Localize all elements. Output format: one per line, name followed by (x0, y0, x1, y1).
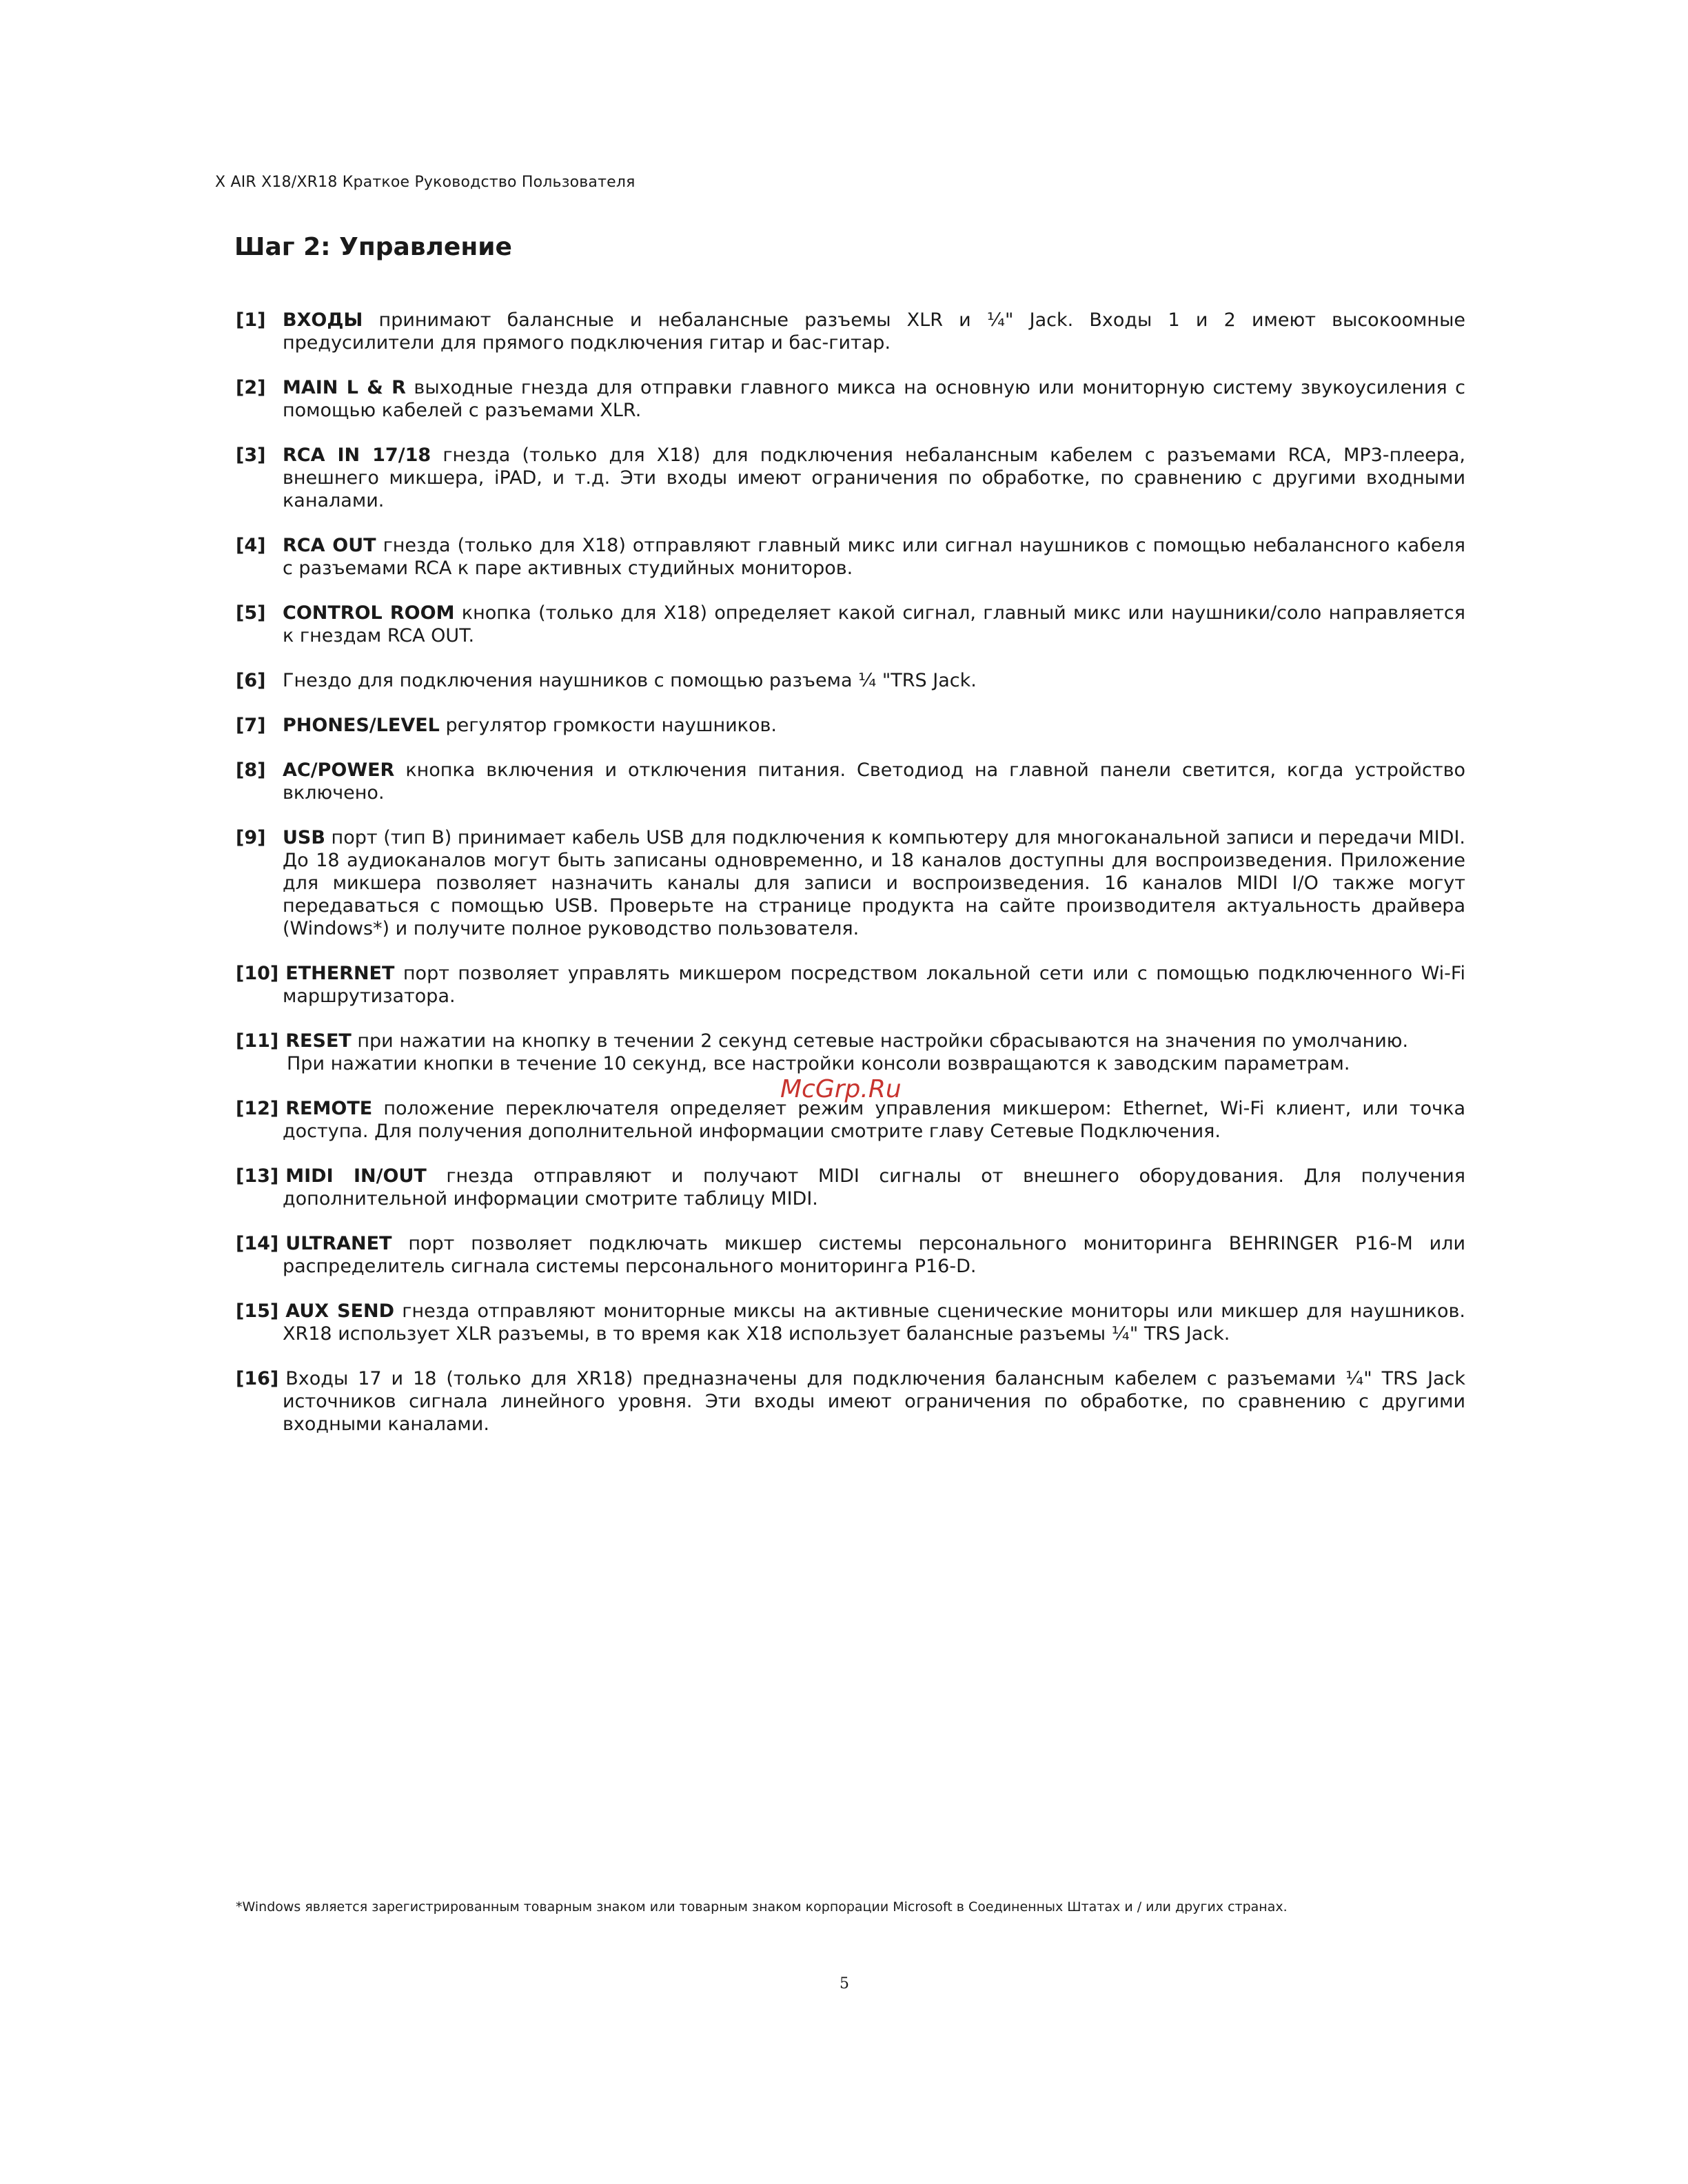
list-item (236, 602, 1465, 647)
controls-list (236, 309, 1465, 1458)
item-text: регулятор громкости наушников. (439, 715, 777, 736)
item-number: [4] (236, 535, 266, 556)
list-item (236, 534, 1465, 580)
item-text: кнопка включения и отключения питания. Светодиод на главной панели светится, когда устройство включено. (283, 759, 1465, 804)
item-text: при нажатии на кнопку в течении 2 секунд сетевые настройки сбрасываются на значения по умолчанию. (351, 1030, 1409, 1052)
item-term: RCA IN 17/18 (283, 445, 431, 466)
item-number: [3] (236, 445, 266, 466)
item-number: [8] (236, 759, 266, 781)
list-item (236, 1097, 1465, 1143)
item-text: гнезда отправляют мониторные миксы на активные сценические мониторы или микшер для наушников. XR18 использует XLR разъемы, в то время как X18 использует балансные разъемы ¼" TRS Jack. (283, 1300, 1465, 1345)
item-text: выходные гнезда для отправки главного микса на основную или мониторную систему звукоусиления с помощью кабелей с разъемами XLR. (283, 377, 1466, 421)
item-number: [16] (236, 1368, 279, 1389)
item-text: Входы 17 и 18 (только для XR18) предназначены для подключения балансным кабелем с разъемами ¼" TRS Jack источников сигнала линейного уровня. Эти входы имеют ограничения по обработке, по сравнению с другими входными каналами. (283, 1368, 1465, 1435)
item-text-continuation: При нажатии кнопки в течение 10 секунд, все настройки консоли возвращаются к заводским параметрам. (287, 1053, 1350, 1074)
item-number: [2] (236, 377, 266, 398)
item-number: [13] (236, 1165, 279, 1187)
list-item (236, 1165, 1465, 1210)
item-term: ETHERNET (285, 963, 395, 984)
item-term: AUX SEND (285, 1300, 395, 1322)
item-term: MIDI IN/OUT (285, 1165, 427, 1187)
list-item (236, 669, 1465, 692)
item-text: положение переключателя определяет режим управления микшером: Ethernet, Wi-Fi клиент, или точка доступа. Для получения дополнительной информации смотрите главу Сетевые Подключения. (283, 1098, 1465, 1142)
item-number: [1] (236, 309, 266, 331)
item-number: [7] (236, 715, 266, 736)
item-term: MAIN L & R (283, 377, 406, 398)
item-text: порт позволяет подключать микшер системы персонального мониторинга BEHRINGER P16-M или распределитель сигнала системы персонального мониторинга P16-D. (283, 1233, 1465, 1277)
item-text: гнезда (только для X18) для подключения небалансным кабелем с разъемами RCA, MP3-плеера, внешнего микшера, iPAD, и т.д. Эти входы имеют ограничения по обработке, по сравнению с другими входными каналами. (283, 445, 1465, 511)
list-item (236, 1367, 1465, 1436)
item-number: [11] (236, 1030, 279, 1052)
item-number: [14] (236, 1233, 279, 1254)
item-number: [12] (236, 1098, 279, 1119)
item-term: PHONES/LEVEL (283, 715, 440, 736)
item-number: [10] (236, 963, 279, 984)
list-item (236, 1030, 1465, 1075)
item-number: [9] (236, 827, 266, 848)
item-text: Гнездо для подключения наушников с помощью разъема ¼ "TRS Jack. (283, 670, 977, 691)
item-term: CONTROL ROOM (283, 602, 455, 624)
item-term: AC/POWER (283, 759, 395, 781)
list-item (236, 1232, 1465, 1278)
list-item (236, 962, 1465, 1008)
list-item (236, 826, 1465, 940)
list-item (236, 714, 1465, 737)
watermark: McGrp.Ru (780, 1075, 902, 1103)
item-text: порт (тип B) принимает кабель USB для подключения к компьютеру для многоканальной записи и передачи MIDI. До 18 аудиоканалов могут быть записаны одновременно, и 18 каналов доступны для воспроизведения. Приложение для микшера позволяет назначить каналы для записи и воспроизведения. 16 каналов MIDI I/O также могут передаваться с помощью USB. Проверьте на странице продукта на сайте производителя актуальность драйвера (Windows*) и получите полное руководство пользователя. (283, 827, 1465, 939)
page-number: 5 (840, 1975, 849, 1992)
footnote: *Windows является зарегистрированным товарным знаком или товарным знаком корпорации Microsoft в Соединенных Штатах и / или других странах. (236, 1899, 1288, 1915)
item-number: [6] (236, 670, 266, 691)
item-term: REMOTE (285, 1098, 373, 1119)
item-term: ВХОДЫ (283, 309, 363, 331)
section-title: Шаг 2: Управление (234, 233, 512, 261)
item-number: [15] (236, 1300, 279, 1322)
item-text: порт позволяет управлять микшером посредством локальной сети или с помощью подключенного Wi-Fi маршрутизатора. (283, 963, 1465, 1007)
item-text: гнезда отправляют и получают MIDI сигналы от внешнего оборудования. Для получения дополнительной информации смотрите таблицу MIDI. (283, 1165, 1466, 1210)
item-text: принимают балансные и небалансные разъемы XLR и ¼" Jack. Входы 1 и 2 имеют высокоомные предусилители для прямого подключения гитар и бас-гитар. (283, 309, 1465, 354)
item-term: USB (283, 827, 325, 848)
item-text: гнезда (только для X18) отправляют главный микс или сигнал наушников с помощью небалансного кабеля с разъемами RCA к паре активных студийных мониторов. (283, 535, 1465, 579)
item-number: [5] (236, 602, 266, 624)
list-item (236, 1300, 1465, 1345)
list-item (236, 759, 1465, 804)
item-term: ULTRANET (285, 1233, 392, 1254)
list-item (236, 376, 1465, 422)
document-header: X AIR X18/XR18 Краткое Руководство Пользователя (215, 174, 635, 191)
item-term: RCA OUT (283, 535, 376, 556)
list-item (236, 309, 1465, 354)
item-text: кнопка (только для X18) определяет какой сигнал, главный микс или наушники/соло направляется к гнездам RCA OUT. (283, 602, 1465, 646)
item-term: RESET (285, 1030, 352, 1052)
list-item (236, 444, 1465, 512)
